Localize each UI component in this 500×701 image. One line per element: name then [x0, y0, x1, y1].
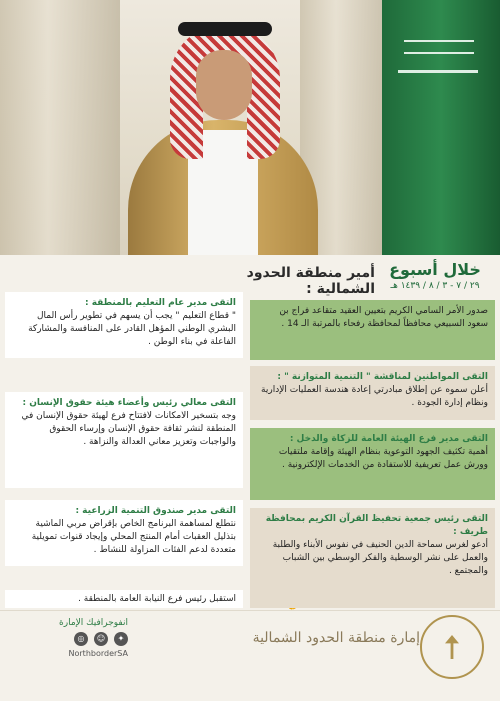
card-head: التقى رئيس جمعية تحفيظ القرآن الكريم بمحافظة طريف :	[265, 514, 488, 537]
emirate-name-logo: إمارة منطقة الحدود الشمالية	[252, 630, 420, 646]
card-body: أدعو لغرس سماحة الدين الحنيف في نفوس الأبناء والطلبة والعمل على نشر الوسطية والفكر الوسطي بين الشباب والمجتمع .	[272, 540, 488, 576]
card-head: التقى مدير فرع الهيئة العامة للزكاة والدخل :	[289, 434, 488, 444]
saudi-flag	[382, 0, 500, 255]
snapchat-icon[interactable]: ☺	[94, 632, 108, 646]
emirate-emblem-icon	[420, 615, 484, 679]
card-head: التقى معالي رئيس وأعضاء هيئة حقوق الإنسان :	[22, 398, 236, 408]
card-body: أهمية تكثيف الجهود التوعوية بنظام الهيئة وإقامة ملتقيات وورش عمل تعريفية للاستفادة من الخدمات الإلكترونية .	[278, 447, 488, 470]
portrait-face	[196, 50, 252, 120]
card-agriculture	[5, 500, 243, 566]
card-head: التقى مدير عام التعليم بالمنطقة :	[84, 298, 236, 308]
card-appointment	[250, 300, 495, 360]
card-body: صدور الأمر السامي الكريم بتعيين العقيد متقاعد فراج بن سعود السبيعي محافظاً لمحافظة رفحاء بالمرتبة الـ 14 .	[279, 306, 488, 329]
social-block	[18, 618, 128, 658]
flag-sword	[398, 70, 478, 73]
card-body: وجه بتسخير الامكانات لافتتاح فرع لهيئة حقوق الإنسان في المنطقة لنشر ثقافة حقوق الإنسان وإرساء الحقوق والواجبات وتعزيز معاني العدالة والنزاهة .	[21, 411, 236, 447]
portrait-igal	[178, 22, 272, 36]
social-label: انفوجرافيك الإمارة	[59, 618, 128, 628]
flag-inscription	[404, 40, 474, 54]
card-body: نتطلع لمساهمة البرنامج الخاص بإقراض مربي الماشية بتذليل العقبات أمام المنتج المحلي وإيجاد قنوات تمويلية متعددة لدعم الفئات المزاولة للنشاط .	[31, 519, 236, 555]
social-handle: NorthborderSA	[68, 649, 128, 658]
card-head: التقى المواطنين لمناقشة " التنمية المتوازنة " :	[277, 372, 488, 382]
card-education	[5, 292, 243, 358]
card-human-rights	[5, 392, 243, 488]
card-prosecution	[5, 590, 243, 608]
card-body: أعلن سموه عن إطلاق مبادرتي إعادة هندسة العمليات الإدارية ونظام إدارة الجودة .	[261, 385, 488, 408]
week-date: ٢٩ / ٧ - ٣ / ٨ / ١٤٣٩ هـ	[390, 281, 480, 291]
card-body: " قطاع التعليم " يجب أن يسهم في تطوير رأس المال البشري الوطني المؤهل القادر على المنافسة والمشاركة الفاعلة في بناء الوطن .	[28, 311, 236, 347]
card-quran-society	[250, 508, 495, 608]
card-balanced-development	[250, 366, 495, 420]
palm-icon	[445, 635, 459, 659]
page-title: أمير منطقة الحدود الشمالية :	[246, 265, 375, 297]
governor-portrait	[118, 10, 318, 255]
header-photo	[0, 0, 500, 255]
curtain-left	[0, 0, 120, 255]
card-zakat	[250, 428, 495, 500]
instagram-icon[interactable]: ◎	[74, 632, 88, 646]
card-head: التقى مدير صندوق التنمية الزراعية :	[75, 506, 236, 516]
social-icons	[18, 632, 128, 646]
week-title: خلال أسبوع	[389, 260, 481, 279]
card-body: استقبل رئيس فرع النيابة العامة بالمنطقة .	[78, 594, 236, 604]
twitter-icon[interactable]: ✦	[114, 632, 128, 646]
